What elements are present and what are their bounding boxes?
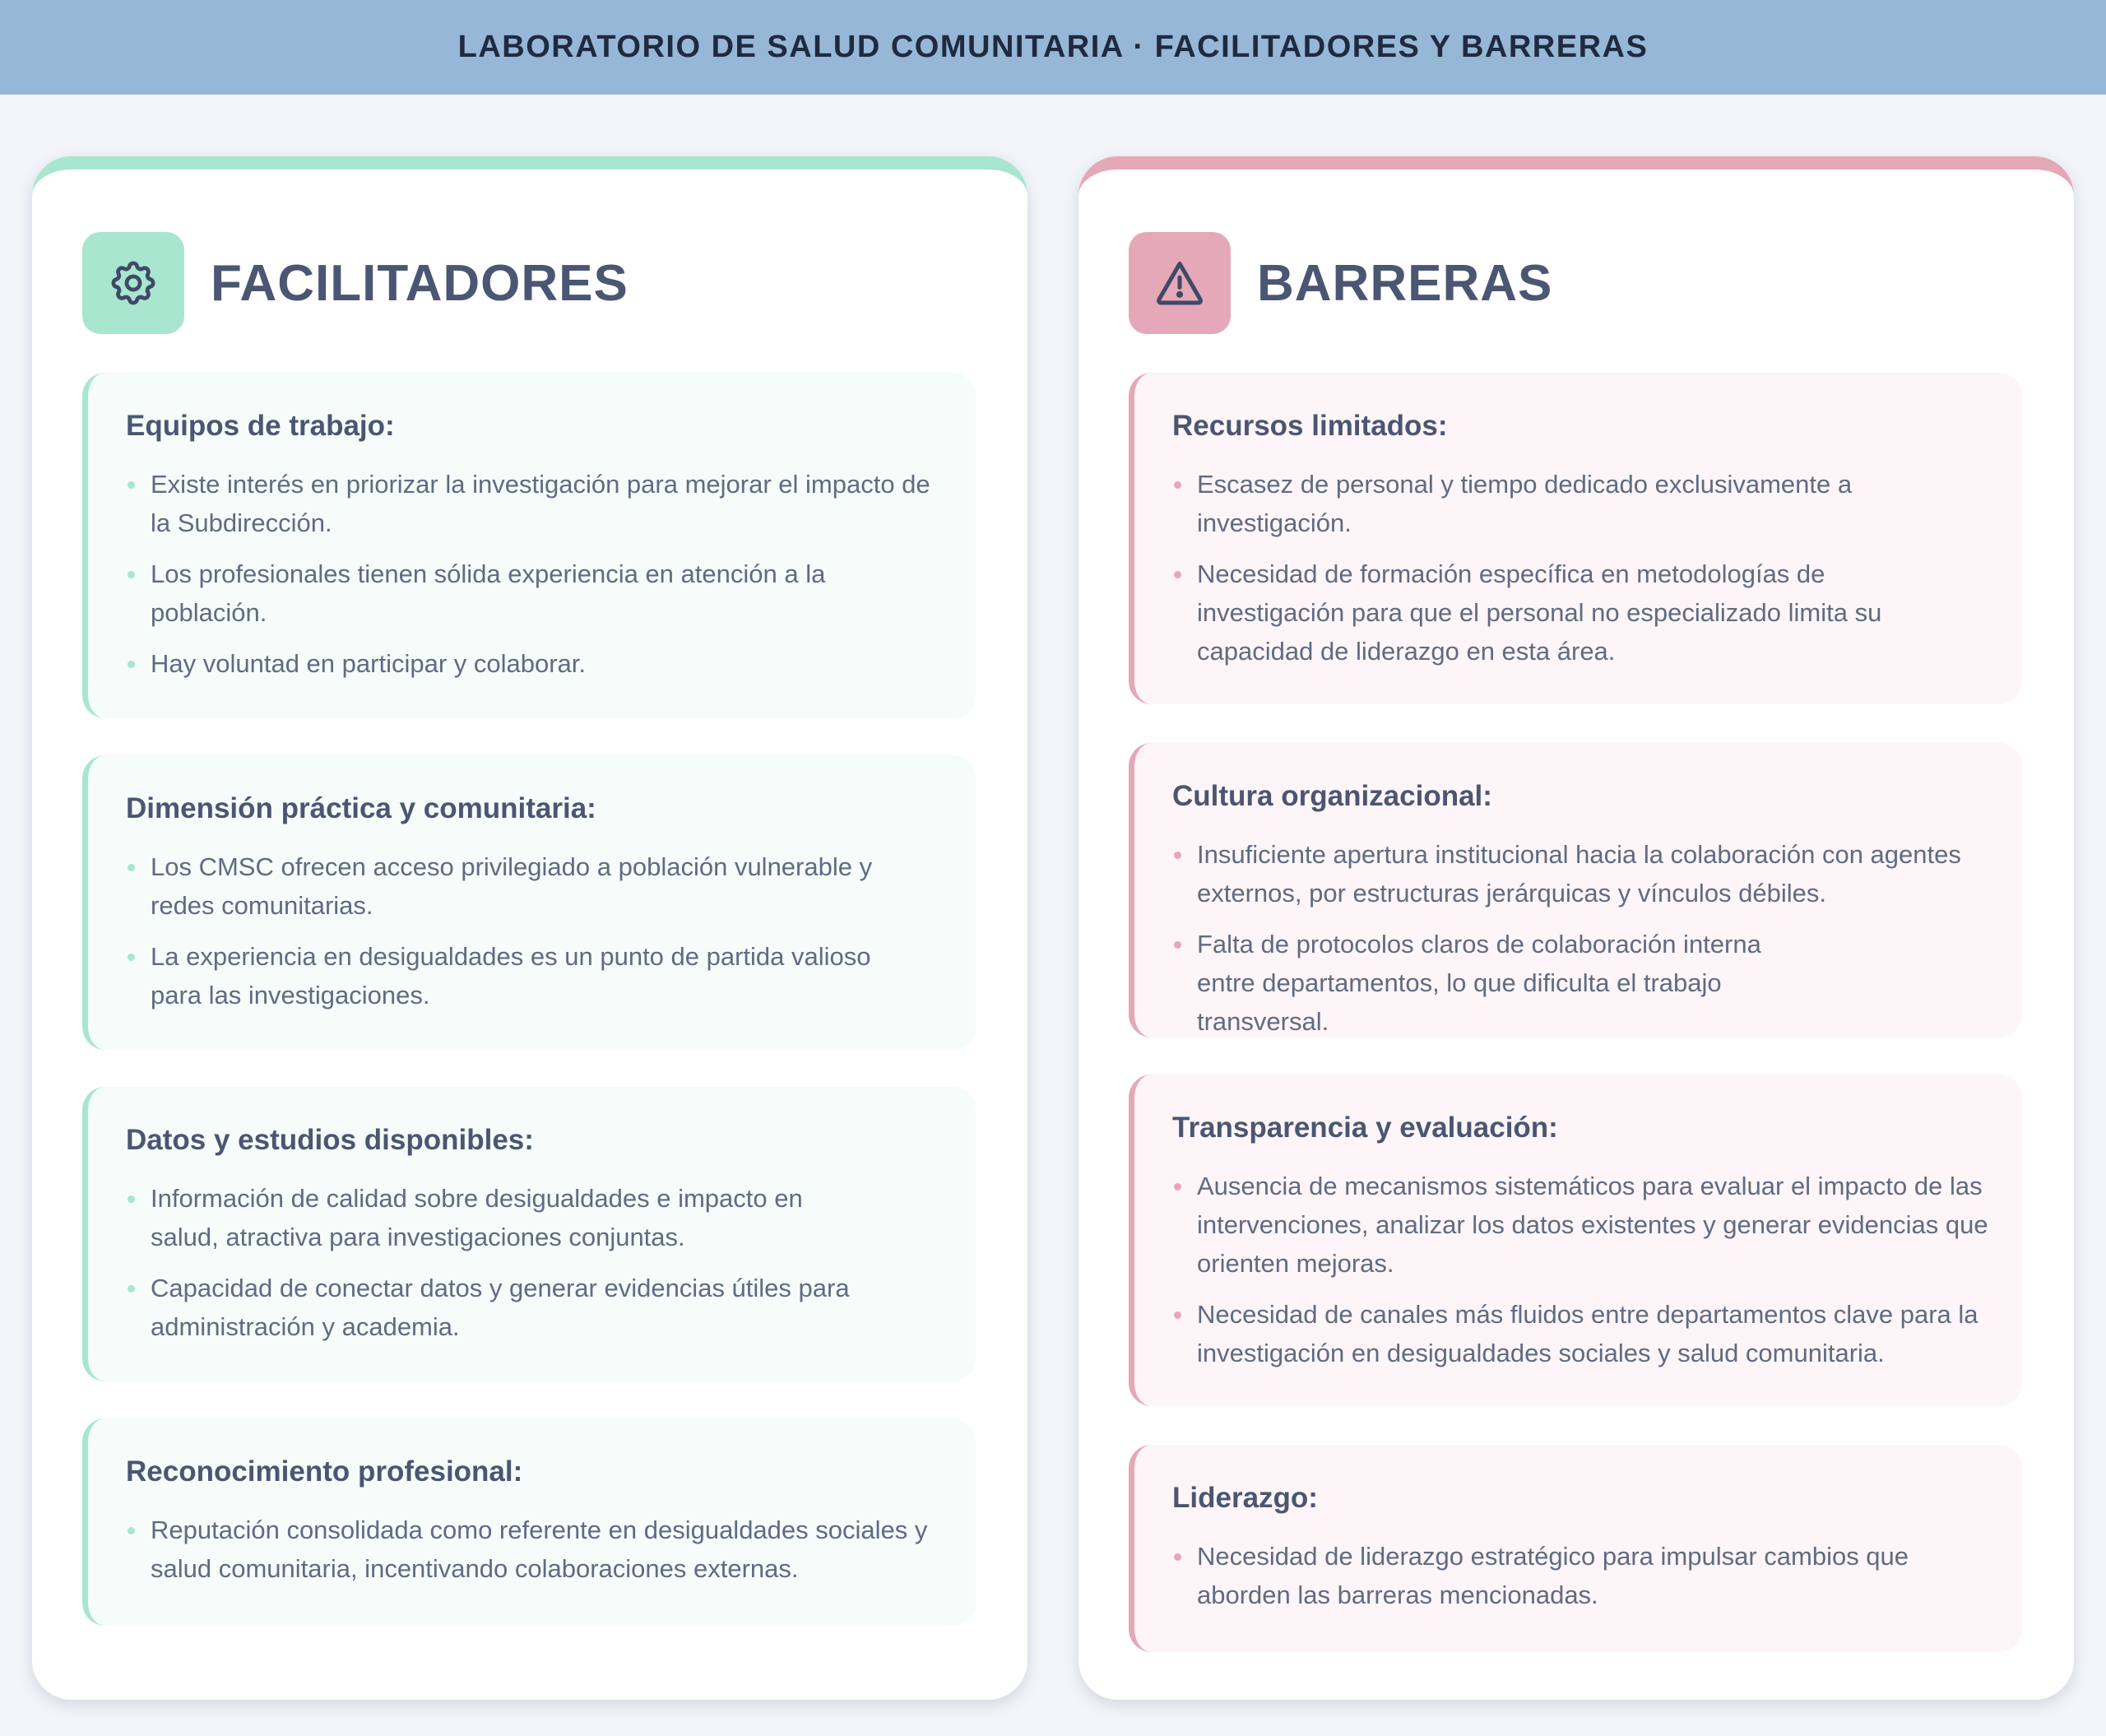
list-item: Falta de protocolos claros de colaboración interna entre departamentos, lo que dificulta el trabajo transversal. <box>1172 925 1822 1041</box>
facilitadores-title: FACILITADORES <box>211 254 629 312</box>
card-cultura-organizacional <box>1129 743 2022 1037</box>
card-title: Datos y estudios disponibles: <box>126 1124 534 1156</box>
card-list <box>126 1179 943 1346</box>
list-item: Información de calidad sobre desigualdades e impacto en salud, atractiva para investigaciones conjuntas. <box>126 1179 858 1256</box>
card-liderazgo <box>1129 1445 2022 1652</box>
card-list <box>1172 1167 1989 1372</box>
list-item: Necesidad de liderazgo estratégico para impulsar cambios que aborden las barreras mencionadas. <box>1172 1537 1921 1614</box>
card-list <box>1172 465 1989 671</box>
facilitadores-panel <box>32 156 1027 1700</box>
card-reconocimiento-profesional <box>82 1418 976 1626</box>
card-transparencia-y-evaluacion <box>1129 1075 2022 1406</box>
list-item: Necesidad de canales más fluidos entre departamentos clave para la investigación en desigualdades sociales y salud comunitaria. <box>1172 1295 2011 1372</box>
list-item: Ausencia de mecanismos sistemáticos para evaluar el impacto de las intervenciones, analizar los datos existentes y generar evidencias que orienten mejoras. <box>1172 1167 2011 1283</box>
card-list <box>126 847 943 1014</box>
barreras-header <box>1129 232 1552 334</box>
card-dimension-practica <box>82 755 976 1050</box>
card-equipos-de-trabajo <box>82 373 976 718</box>
page-title: LABORATORIO DE SALUD COMUNITARIA · FACILITADORES Y BARRERAS <box>457 30 1649 64</box>
list-item: Existe interés en priorizar la investigación para mejorar el impacto de la Subdirección. <box>126 465 940 542</box>
list-item: La experiencia en desigualdades es un punto de partida valioso para las investigaciones. <box>126 937 907 1014</box>
card-list <box>126 465 943 683</box>
warning-icon <box>1129 232 1231 334</box>
list-item: Insuficiente apertura institucional hacia la colaboración con agentes externos, por estructuras jerárquicas y vínculos débiles. <box>1172 835 2011 912</box>
card-title: Equipos de trabajo: <box>126 410 395 442</box>
gear-icon <box>82 232 184 334</box>
barreras-title: BARRERAS <box>1257 254 1553 312</box>
list-item: Capacidad de conectar datos y generar evidencias útiles para administración y academia. <box>126 1269 858 1346</box>
card-list <box>1172 1537 1989 1614</box>
card-title: Recursos limitados: <box>1172 410 1448 442</box>
facilitadores-header <box>82 232 629 334</box>
list-item: Hay voluntad en participar y colaborar. <box>126 644 943 683</box>
list-item: Necesidad de formación específica en metodologías de investigación para que el personal no especializado limita su capacidad de liderazgo en esta área. <box>1172 555 1937 671</box>
card-datos-y-estudios <box>82 1087 976 1381</box>
card-title: Reconocimiento profesional: <box>126 1455 523 1488</box>
list-item: Reputación consolidada como referente en desigualdades sociales y salud comunitaria, incentivando colaboraciones externas. <box>126 1511 953 1588</box>
card-title: Cultura organizacional: <box>1172 780 1492 812</box>
card-title: Liderazgo: <box>1172 1482 1318 1514</box>
header-bar <box>0 0 2106 95</box>
barreras-panel <box>1079 156 2074 1700</box>
card-title: Transparencia y evaluación: <box>1172 1112 1558 1144</box>
card-list <box>1172 835 1989 1041</box>
card-list <box>126 1511 943 1588</box>
list-item: Escasez de personal y tiempo dedicado exclusivamente a investigación. <box>1172 465 1880 542</box>
list-item: Los profesionales tienen sólida experiencia en atención a la población. <box>126 555 842 632</box>
list-item: Los CMSC ofrecen acceso privilegiado a población vulnerable y redes comunitarias. <box>126 847 891 925</box>
card-recursos-limitados <box>1129 373 2022 704</box>
card-title: Dimensión práctica y comunitaria: <box>126 792 596 824</box>
